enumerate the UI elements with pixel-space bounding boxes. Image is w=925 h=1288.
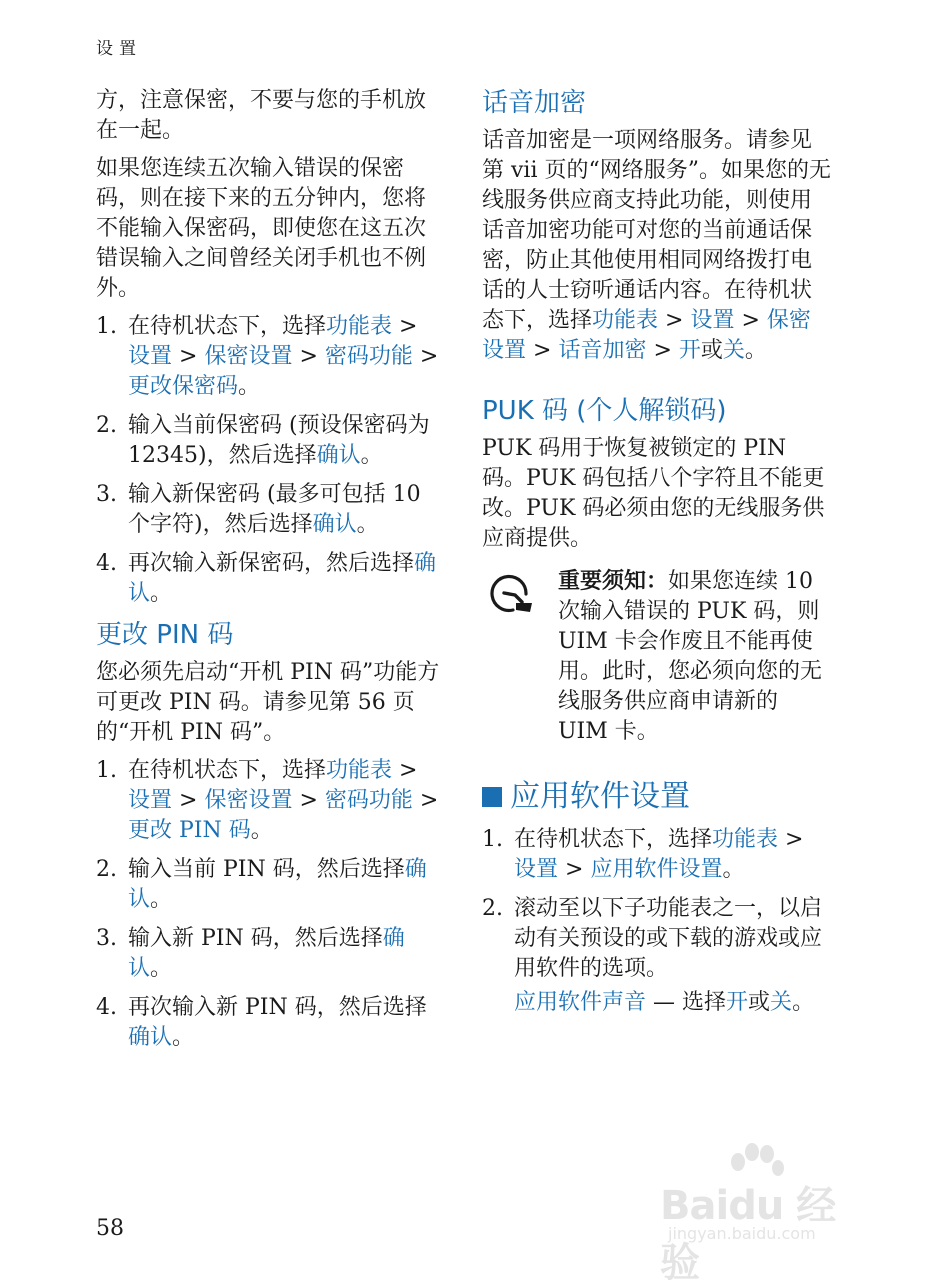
- password-functions-link[interactable]: 密码功能: [324, 344, 413, 369]
- intro-paragraph-1: 方，注意保密，不要与您的手机放在一起。: [96, 88, 427, 143]
- confirm-link[interactable]: 确认: [128, 926, 405, 981]
- menu-link[interactable]: 功能表: [592, 308, 659, 333]
- confirm-link[interactable]: 确认: [128, 857, 427, 912]
- list-item: 4. 再次输入新保密码，然后选择确认。: [96, 551, 437, 606]
- menu-link[interactable]: 功能表: [326, 758, 393, 783]
- application-settings-steps: [482, 825, 832, 1018]
- list-item: 1. 在待机状态下，选择功能表 > 设置 > 保密设置 > 密码功能 > 更改 PIN 码。: [96, 758, 439, 843]
- list-item: 3. 输入新 PIN 码，然后选择确认。: [96, 926, 405, 981]
- application-settings-heading: 应用软件设置: [482, 777, 832, 817]
- square-bullet-icon: [482, 787, 502, 807]
- app-sound-link[interactable]: 应用软件声音: [514, 990, 647, 1015]
- important-note-icon: [482, 572, 540, 616]
- change-security-code-steps: [96, 312, 441, 609]
- change-pin-heading: 更改 PIN 码: [96, 620, 234, 650]
- puk-heading: PUK 码 (个人解锁码): [482, 396, 727, 426]
- on-link[interactable]: 开: [678, 338, 701, 363]
- off-link[interactable]: 关: [722, 338, 745, 363]
- important-note: [482, 566, 832, 747]
- menu-link[interactable]: 功能表: [712, 827, 779, 852]
- settings-link[interactable]: 设置: [690, 308, 735, 333]
- intro-paragraph-2: 如果您连续五次输入错误的保密码，则在接下来的五分钟内，您将不能输入保密码，即使您在这五次错误输入之间曾经关闭手机也不例外。: [96, 156, 427, 301]
- confirm-link[interactable]: 确认: [128, 1025, 173, 1050]
- change-pin-steps: [96, 756, 441, 1053]
- settings-link[interactable]: 设置: [514, 857, 559, 882]
- settings-link[interactable]: 设置: [128, 344, 173, 369]
- baidu-watermark: [660, 1140, 870, 1286]
- voice-privacy-heading: 话音加密: [482, 88, 587, 118]
- application-settings-link[interactable]: 应用软件设置: [590, 857, 723, 882]
- list-item: 3. 输入新保密码 (最多可包括 10 个字符)，然后选择确认。: [96, 482, 421, 537]
- on-link[interactable]: 开: [726, 990, 749, 1015]
- menu-link[interactable]: 功能表: [326, 314, 393, 339]
- note-label: 重要须知：: [558, 568, 669, 594]
- puk-paragraph: PUK 码用于恢复被锁定的 PIN 码。PUK 码包括八个字符且不能更改。PUK 码必须由您的无线服务供应商提供。: [482, 436, 825, 551]
- off-link[interactable]: 关: [770, 990, 793, 1015]
- list-item: 2. 输入当前 PIN 码，然后选择确认。: [96, 857, 427, 912]
- list-item: 2. 输入当前保密码 (预设保密码为 12345)，然后选择确认。: [96, 413, 430, 468]
- pin-intro-paragraph: 您必须先启动“开机 PIN 码”功能方可更改 PIN 码。请参见第 56 页的“开机 PIN 码”。: [96, 660, 440, 745]
- left-column: [96, 86, 441, 1062]
- running-header: 设置: [96, 39, 142, 59]
- watermark-url: jingyan.baidu.com: [668, 1224, 816, 1243]
- list-item: 2. 滚动至以下子功能表之一，以启动有关预设的或下载的游戏或应用软件的选项。 应用软件声音 — 选择开或关。: [482, 894, 832, 1018]
- confirm-link[interactable]: 确认: [312, 512, 357, 537]
- change-security-code-link[interactable]: 更改保密码: [128, 374, 239, 399]
- watermark-brand: Baidu 经验: [660, 1183, 836, 1286]
- note-text: 重要须知：如果您连续 10 次输入错误的 PUK 码，则 UIM 卡会作废且不能再使用。此时，您必须向您的无线服务供应商申请新的 UIM 卡。: [558, 568, 823, 744]
- security-settings-link[interactable]: 保密设置: [204, 788, 293, 813]
- list-item: 4. 再次输入新 PIN 码，然后选择确认。: [96, 995, 427, 1050]
- voice-privacy-paragraph: 话音加密是一项网络服务。请参见第 vii 页的“网络服务”。如果您的无线服务供应商支持此功能，则使用话音加密功能可对您的当前通话保密，防止其他使用相同网络拨打电话的人士窃听通话内容。在待机状态下，选择功能表 > 设置 > 保密设置 > 话音加密 > 开或关。: [482, 128, 831, 363]
- app-sound-option: 应用软件声音 — 选择开或关。: [514, 990, 815, 1015]
- confirm-link[interactable]: 确认: [316, 443, 361, 468]
- confirm-link[interactable]: 确认: [128, 551, 437, 606]
- page-number: 58: [96, 1216, 124, 1241]
- voice-privacy-link[interactable]: 话音加密: [558, 338, 647, 363]
- security-settings-link[interactable]: 保密设置: [482, 308, 811, 363]
- change-pin-link[interactable]: 更改 PIN 码: [128, 818, 251, 843]
- right-column: [482, 86, 832, 1027]
- list-item: 1. 在待机状态下，选择功能表 > 设置 > 应用软件设置。: [482, 827, 804, 882]
- settings-link[interactable]: 设置: [128, 788, 173, 813]
- password-functions-link[interactable]: 密码功能: [324, 788, 413, 813]
- security-settings-link[interactable]: 保密设置: [204, 344, 293, 369]
- list-item: 1. 在待机状态下，选择功能表 > 设置 > 保密设置 > 密码功能 > 更改保密码。: [96, 314, 439, 399]
